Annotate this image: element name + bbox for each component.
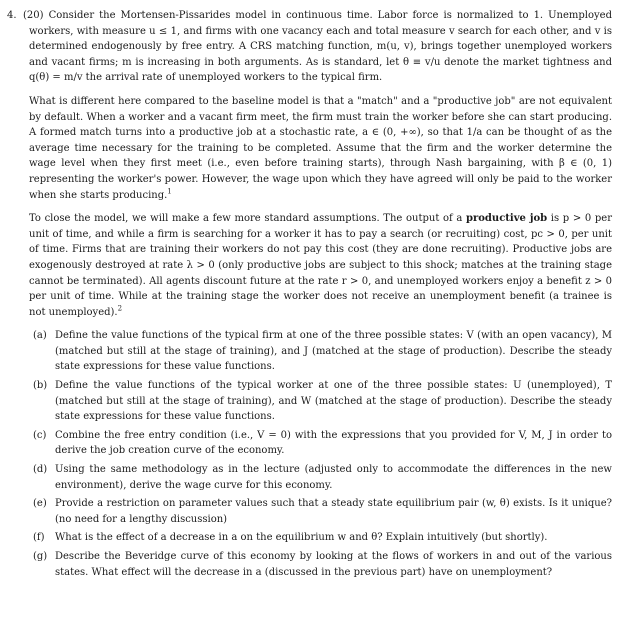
paragraph-training-text: What is different here compared to the baseline model is that a "match" and a "productive job" are not equivalent by default. When a worker and a vacant firm meet, the firm must train the worker before she can start producing. A formed match turns into a productive job at a stochastic rate, a ∈ (0, +∞), so that 1/a can be thought of as the average time necessary for the training to be completed. Assume that the firm and the worker determine the wage level when they first meet (i.e., even before training starts), through Nash bargaining, with β ∈ (0, 1) representing the worker's power. However, the wage upon which they have agreed will only be paid to the worker when she starts producing. — [29, 95, 612, 201]
paragraph-assumptions-text-b: is p > 0 per unit of time, and while a firm is searching for a worker it has to pay a search (or recruiting) cost, pc > 0, per unit of time. Firms that are training their workers do not pay this cost (they are done recruiting). Productive jobs are exogenously destroyed at rate λ > 0 (only productive jobs are subject to this shock; matches at the training stage cannot be terminated). All agents discount future at the rate r > 0, and unemployed workers enjoy a benefit z > 0 per unit of time. While at the training stage the worker does not receive an unemployment benefit (a trainee is not unemployed). — [29, 213, 612, 318]
question-intro: 4. (20) Consider the Mortensen-Pissarides model in continuous time. Labor force is normalized to 1. Unemployed workers, with measure u ≤ 1, and firms with one vacancy each and total measure v search for each other, and v is determined endogenously by free entry. A CRS matching function, m(u, v), brings together unemployed workers and vacant firms; m is increasing in both arguments. As is standard, let θ ≡ v/u denote the market tightness and q(θ) = m/v the arrival rate of unemployed workers to the typical firm. — [7, 10, 612, 84]
sub-question-text: Combine the free entry condition (i.e., V = 0) with the expressions that you provided for V, M, J in order to derive the job creation curve of the economy. — [55, 429, 612, 457]
sub-question-e — [29, 496, 612, 527]
sub-question-text: Describe the Beveridge curve of this economy by looking at the flows of workers in and out of the various states. What effect will the decrease in a (discussed in the previous part) have on unemployment? — [55, 551, 612, 578]
paragraph-assumptions — [18, 211, 612, 320]
footnote-mark-2: 2 — [117, 304, 123, 313]
sub-question-g — [29, 549, 612, 580]
paragraph-training — [18, 94, 612, 203]
sub-question-label: (c) — [33, 429, 47, 441]
sub-question-label: (d) — [33, 464, 48, 476]
sub-question-c — [29, 428, 612, 459]
sub-question-b — [29, 378, 612, 425]
question-intro-text: Consider the Mortensen-Pissarides model in continuous time. Labor force is normalized to 1. Unemployed workers, with measure u ≤ 1, and firms with one vacancy each and total measure v search for each other, and v is determined endogenously by free entry. A CRS matching function, m(u, v), brings together unemployed workers and vacant firms; m is increasing in both arguments. As is standard, let θ ≡ v/u denote the market tightness and q(θ) = m/v the arrival rate of unemployed workers to the typical firm. — [29, 10, 612, 84]
sub-question-label: (b) — [33, 380, 48, 392]
sub-question-text: Define the value functions of the typical firm at one of the three possible states: V (with an open vacancy), M (matched but still at the stage of training), and J (matched at the stage of production). Describe the steady state expressions for these value functions. — [55, 330, 612, 373]
sub-question-label: (e) — [33, 498, 47, 510]
sub-question-a — [29, 328, 612, 375]
productive-job-emphasis: productive job — [466, 213, 548, 225]
sub-question-text: Provide a restriction on parameter values such that a steady state equilibrium pair (w, θ) exists. Is it unique? (no need for a lengthy discussion) — [55, 498, 612, 525]
sub-question-label: (g) — [33, 551, 48, 562]
sub-question-label: (a) — [33, 330, 47, 342]
sub-question-d — [29, 462, 612, 493]
sub-question-text: Using the same methodology as in the lecture (adjusted only to accommodate the differences in the new environment), derive the wage curve for this economy. — [55, 464, 612, 491]
sub-question-label: (f) — [33, 532, 45, 544]
sub-question-text: Define the value functions of the typical worker at one of the three possible states: U (unemployed), T (matched but still at the stage of training), and W (matched at the stage of production). Describe the steady state expressions for these value functions. — [55, 380, 612, 423]
question-points: (20) — [23, 10, 44, 21]
paragraph-assumptions-text-a: To close the model, we will make a few more standard assumptions. The output of a — [29, 213, 466, 225]
sub-question-f — [29, 530, 612, 546]
footnote-mark-1: 1 — [167, 187, 172, 196]
sub-question-text: What is the effect of a decrease in a on the equilibrium w and θ? Explain intuitively (but shortly). — [55, 532, 548, 544]
sub-questions-list — [18, 328, 612, 580]
